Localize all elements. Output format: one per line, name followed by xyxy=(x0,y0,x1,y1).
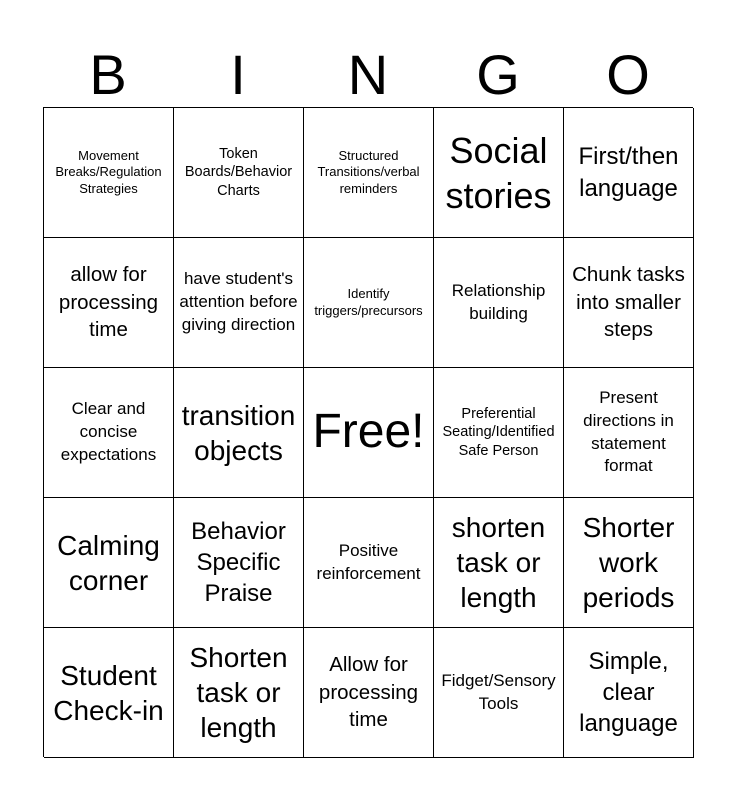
bingo-cell[interactable] xyxy=(174,368,304,498)
bingo-cell[interactable] xyxy=(304,628,434,758)
cell-text: Student Check-in xyxy=(53,659,164,726)
cell-text: First/then language xyxy=(578,143,679,202)
cell-text: Shorter work periods xyxy=(582,512,675,613)
bingo-board xyxy=(43,107,693,757)
bingo-cell[interactable] xyxy=(564,238,694,368)
bingo-cell[interactable] xyxy=(304,108,434,238)
bingo-cell[interactable] xyxy=(44,498,174,628)
bingo-cell[interactable] xyxy=(304,498,434,628)
cell-text: Chunk tasks into smaller steps xyxy=(572,262,685,342)
cell-text: Token Boards/Behavior Charts xyxy=(184,145,293,199)
header-letter-g: G xyxy=(476,43,520,106)
cell-text: Calming corner xyxy=(57,529,160,596)
cell-text: Behavior Specific Praise xyxy=(191,517,286,608)
cell-text: Shorten task or length xyxy=(189,642,288,743)
header-letter-i: I xyxy=(230,43,246,106)
bingo-cell[interactable] xyxy=(564,498,694,628)
cell-text: Present directions in statement format xyxy=(583,387,674,476)
bingo-cell[interactable] xyxy=(44,368,174,498)
bingo-cell[interactable] xyxy=(564,108,694,238)
cell-text: allow for processing time xyxy=(58,262,159,342)
bingo-cell[interactable] xyxy=(434,498,564,628)
bingo-cell[interactable] xyxy=(44,628,174,758)
header-letter-n: N xyxy=(347,43,389,106)
header-letter-o: O xyxy=(606,43,650,106)
bingo-cell[interactable] xyxy=(304,238,434,368)
bingo-cell[interactable] xyxy=(434,368,564,498)
bingo-cell[interactable] xyxy=(434,108,564,238)
cell-text: Social stories xyxy=(445,129,552,216)
cell-text: Relationship building xyxy=(451,280,546,323)
cell-text: have student's attention before giving direction xyxy=(179,269,298,334)
header-letter-b: B xyxy=(89,43,127,106)
cell-text: Movement Breaks/Regulation Strategies xyxy=(55,148,162,196)
bingo-cell[interactable] xyxy=(174,628,304,758)
cell-text: Allow for processing time xyxy=(318,652,419,732)
bingo-header xyxy=(43,44,693,106)
bingo-cell[interactable] xyxy=(174,108,304,238)
bingo-cell[interactable] xyxy=(564,368,694,498)
bingo-cell[interactable] xyxy=(44,108,174,238)
bingo-cell[interactable] xyxy=(434,628,564,758)
bingo-cell[interactable] xyxy=(44,238,174,368)
cell-text: Preferential Seating/Identified Safe Person xyxy=(442,405,555,459)
cell-text: Fidget/Sensory Tools xyxy=(441,670,556,713)
cell-text: Identify triggers/precursors xyxy=(314,286,423,318)
cell-text: Free! xyxy=(312,405,425,459)
bingo-cell[interactable] xyxy=(174,238,304,368)
bingo-cell[interactable] xyxy=(564,628,694,758)
cell-text: Simple, clear language xyxy=(579,647,678,738)
cell-text: Structured Transitions/verbal reminders xyxy=(317,148,420,196)
cell-text: Clear and concise expectations xyxy=(60,399,157,464)
cell-text: transition objects xyxy=(181,399,296,466)
free-cell[interactable] xyxy=(304,368,434,498)
bingo-cell[interactable] xyxy=(174,498,304,628)
cell-text: shorten task or length xyxy=(451,512,546,613)
bingo-cell[interactable] xyxy=(434,238,564,368)
cell-text: Positive reinforcement xyxy=(316,540,421,583)
